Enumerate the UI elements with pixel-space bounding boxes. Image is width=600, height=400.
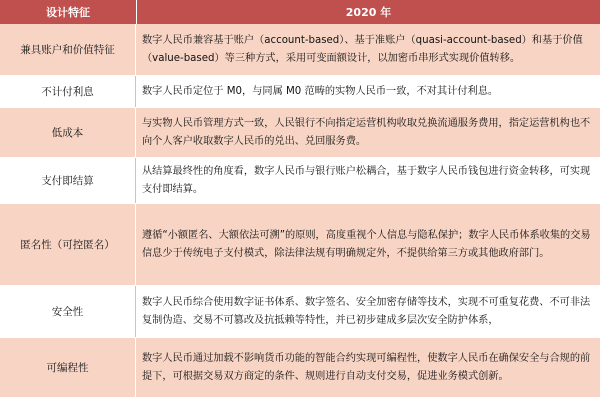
- description-cell: 遵循“小额匿名、大额依法可溯”的原则，高度重视个人信息与隐私保护；数字人民币体系收集的交易信息少于传统电子支付模式，除法律法规有明确规定外，不提供给第三方或其他政府部门。: [142, 229, 591, 259]
- feature-cell: 安全性: [0, 286, 136, 337]
- feature-cell: 支付即结算: [0, 158, 136, 203]
- description-cell: 与实物人民币管理方式一致，人民银行不向指定运营机构收取兑换流通服务费用，指定运营机构也不向个人客户收取数字人民币的兑出、兑回服务费。: [142, 117, 591, 147]
- header-year: 2020 年: [345, 6, 392, 19]
- description-cell: 数字人民币通过加载不影响货币功能的智能合约实现可编程性，使数字人民币在确保安全与合规的前提下，可根据交易双方商定的条件、规则进行自动支付交易，促进业务模式创新。: [142, 352, 591, 382]
- feature-cell: 匿名性（可控匿名）: [0, 204, 136, 285]
- feature-cell: 低成本: [0, 108, 136, 157]
- table-row: [0, 286, 600, 338]
- table-row: [0, 338, 600, 398]
- description-cell: 数字人民币综合使用数字证书体系、数字签名、安全加密存储等技术，实现不可重复花费、不可非法复制伪造、交易不可篡改及抗抵赖等特性，并已初步建成多层次安全防护体系，: [142, 296, 591, 326]
- table-header: [0, 0, 600, 24]
- description-cell: 从结算最终性的角度看，数字人民币与银行账户松耦合，基于数字人民币钱包进行资金转移，可实现支付即结算。: [142, 165, 591, 195]
- table-row: [0, 204, 600, 286]
- feature-cell: 不计付利息: [0, 76, 136, 107]
- table-row: [0, 24, 600, 76]
- feature-cell: 兼具账户和价值特征: [0, 24, 136, 75]
- table-row: [0, 76, 600, 108]
- table-row: [0, 108, 600, 158]
- header-feature: 设计特征: [0, 0, 137, 24]
- description-cell: 数字人民币兼容基于账户（account-based）、基于准账户（quasi-account-based）和基于价值（value-based）等三种方式，采用可变面额设计，以加密币串形式实现价值转移。: [142, 34, 583, 64]
- table-row: [0, 158, 600, 204]
- description-cell: 数字人民币定位于 M0，与同属 M0 范畴的实物人民币一致，不对其计付利息。: [142, 85, 499, 97]
- feature-cell: 可编程性: [0, 338, 136, 397]
